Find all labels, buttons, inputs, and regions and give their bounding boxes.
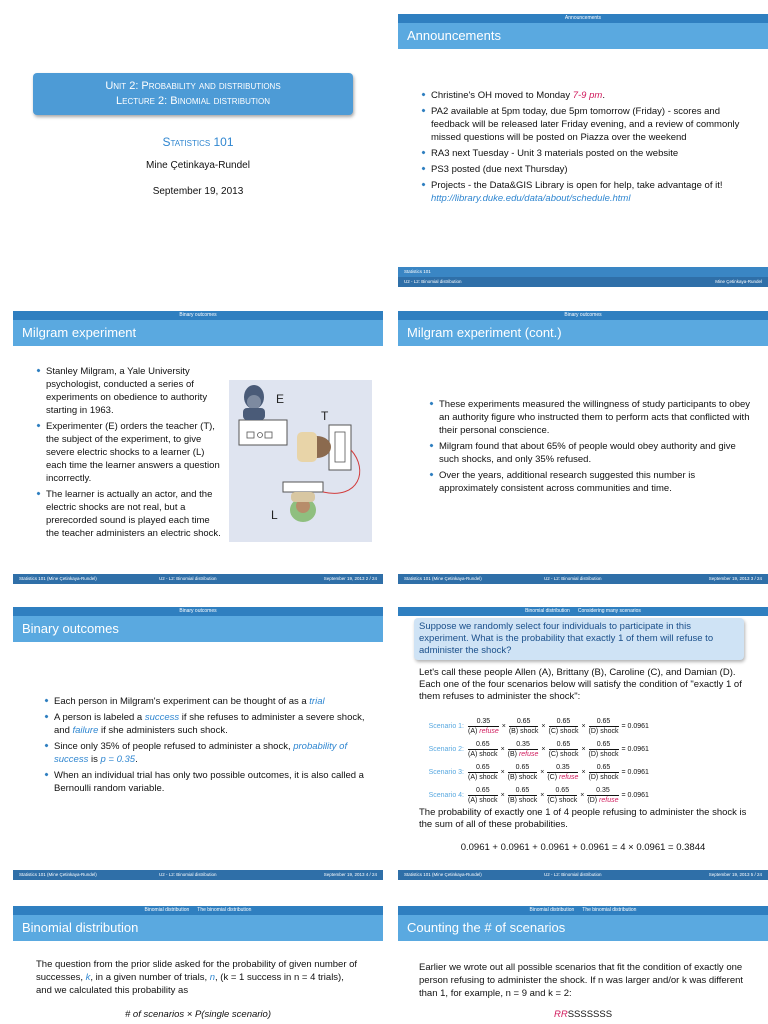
- scenario-conclusion: The probability of exactly one 1 of 4 people refusing to administer the shock is the sum of all of these probabilities.: [419, 807, 747, 830]
- list-item: Christine's OH moved to Monday 7-9 pm.: [420, 89, 760, 102]
- scenario-row: Scenario 3: $\frac{0.65}{\text{(A) shock}}$ × $\frac{0.65}{\text{(B) shock}}$ × $\frac{0.35}{\text{(C) refuse}}$ × $\frac{0.65}{\text{(D) shock}}$ = 0.0961: [428, 764, 649, 781]
- milgram-cont-list: [428, 398, 754, 498]
- slide-binary-outcomes: [13, 598, 383, 880]
- nav-section: Binomial distribution: [525, 608, 570, 614]
- footer-mid: U2 - L2: Binomial distribution: [159, 576, 217, 581]
- slide-heading: Announcements: [398, 23, 768, 49]
- date: September 19, 2013: [152, 186, 244, 197]
- lecture-line: Lecture 2: Binomial distribution: [115, 95, 271, 107]
- list-item: Over the years, additional research suggested this number is approximately consistent across communities and time.: [428, 469, 754, 495]
- scenario-table: [398, 715, 768, 807]
- footer: [13, 574, 383, 584]
- label-l: L: [271, 508, 278, 522]
- list-item: Stanley Milgram, a Yale University psychologist, conducted a series of experiments on obedience to authority starting in 1963.: [35, 365, 225, 417]
- counting-text: Earlier we wrote out all possible scenarios that fit the condition of exactly one person refusing to administer the shock. If n was larger and/or k was different than 1, for example, n = 9 and k = 2:: [419, 962, 744, 999]
- slide-heading: Binary outcomes: [13, 616, 383, 642]
- course-name: Statistics 101: [162, 135, 234, 149]
- milgram-illustration: [229, 380, 372, 542]
- scenario-row: Scenario 2: $\frac{0.65}{\text{(A) shock}}$ × $\frac{0.35}{\text{(B) refuse}}$ × $\frac{0.65}{\text{(C) shock}}$ × $\frac{0.65}{\text{(D) shock}}$ = 0.0961: [428, 741, 649, 758]
- binary-list: [43, 695, 371, 798]
- title-box: [33, 73, 353, 115]
- sequence: RRSSSSSSS: [553, 1009, 613, 1020]
- nav-section: Binary outcomes: [179, 608, 217, 614]
- footer-left: Statistics 101 (Mine Çetinkaya-Rundel): [19, 576, 97, 581]
- footer-course: Statistics 101: [398, 267, 768, 277]
- footer-author: Mine Çetinkaya-Rundel: [715, 279, 762, 284]
- nav-subsection: Considering many scenarios: [577, 608, 641, 614]
- scenario-sum: 0.0961 + 0.0961 + 0.0961 + 0.0961 = 4 × 0.0961 = 0.3844: [460, 842, 706, 853]
- footer: [13, 870, 383, 880]
- nav-subsection: The binomial distribution: [197, 907, 252, 913]
- slide-milgram-cont: [398, 302, 768, 584]
- nav-subsection: The binomial distribution: [582, 907, 637, 913]
- slide-title: [13, 9, 383, 291]
- list-item: A person is labeled a success if she refuses to administer a severe shock, and failure if she administers such shock.: [43, 711, 371, 737]
- footer: [398, 870, 768, 880]
- unit-line: Unit 2: Probability and distributions: [105, 80, 281, 92]
- library-link[interactable]: http://library.duke.edu/data/about/schedule.html: [431, 193, 631, 204]
- scenario-row: Scenario 4: $\frac{0.65}{\text{(A) shock}}$ × $\frac{0.65}{\text{(B) shock}}$ × $\frac{0.65}{\text{(C) shock}}$ × $\frac{0.35}{\text{(D) refuse}}$ = 0.0961: [428, 787, 649, 804]
- list-item: Projects - the Data&GIS Library is open for help, take advantage of it! http://library.duke.edu/data/about/schedule.html: [420, 179, 760, 205]
- list-item: Experimenter (E) orders the teacher (T), the subject of the experiment, to give severe electric shocks to a learner (L) each time the learner answers a question incorrectly.: [35, 420, 225, 485]
- list-item: RA3 next Tuesday - Unit 3 materials posted on the website: [420, 147, 760, 160]
- slide-scenarios: [398, 598, 768, 880]
- milgram-list: [35, 365, 225, 543]
- footer-right: September 19, 2013 5 / 24: [708, 872, 762, 877]
- footer-left: Statistics 101 (Mine Çetinkaya-Rundel): [404, 872, 482, 877]
- footer-mid: U2 - L2: Binomial distribution: [544, 576, 602, 581]
- footer-mid: U2 - L2: Binomial distribution: [544, 872, 602, 877]
- footer: [398, 267, 768, 287]
- nav-bar: [13, 607, 383, 616]
- slide-heading: Milgram experiment: [13, 320, 383, 346]
- footer-right: September 19, 2013 4 / 24: [323, 872, 377, 877]
- slide-heading: Binomial distribution: [13, 915, 383, 941]
- binomial-text: The question from the prior slide asked for the probability of given number of successes, k, in a given number of trials, n, (k = 1 success in n = 4 trials), and we calculated this probability as: [36, 959, 358, 996]
- list-item: These experiments measured the willingness of study participants to obey an authority figure who instructed them to perform acts that conflicted with their personal conscience.: [428, 398, 754, 437]
- footer-right: September 19, 2013 2 / 24: [323, 576, 377, 581]
- scenario-intro: Let's call these people Allen (A), Brittany (B), Caroline (C), and Damian (D). Each one of the four scenarios below will satisfy the condition of "exactly 1 of them refuses to administer the shock":: [419, 667, 742, 702]
- list-item: The learner is actually an actor, and the electric shocks are not real, but a prerecorded sound is played each time the teacher administers an electric shock.: [35, 488, 225, 540]
- footer-left: Statistics 101 (Mine Çetinkaya-Rundel): [19, 872, 97, 877]
- list-item: Each person in Milgram's experiment can be thought of as a trial: [43, 695, 371, 708]
- slide-milgram: [13, 302, 383, 584]
- footer-lecture: U2 - L2: Binomial distribution: [404, 279, 462, 284]
- nav-bar: [398, 311, 768, 320]
- list-item: PA2 available at 5pm today, due 5pm tomorrow (Friday) - scores and feedback will be released later Friday evening, and a review of commonly missed questions will be posted on Piazza over the weekend: [420, 105, 760, 144]
- nav-section: Announcements: [564, 15, 602, 21]
- scenario-row: Scenario 1: $\frac{0.35}{\text{(A) refuse}}$ × $\frac{0.65}{\text{(B) shock}}$ × $\frac{0.65}{\text{(C) shock}}$ × $\frac{0.65}{\text{(D) shock}}$ = 0.0961: [428, 718, 649, 735]
- question-box: Suppose we randomly select four individuals to participate in this experiment. What is the probability that exactly 1 of them will refuse to administer the shock?: [414, 618, 744, 660]
- slide-binomial: [13, 897, 383, 1024]
- announcement-list: [420, 89, 760, 208]
- footer-mid: U2 - L2: Binomial distribution: [159, 872, 217, 877]
- slide-heading: Milgram experiment (cont.): [398, 320, 768, 346]
- nav-section: Binary outcomes: [179, 312, 217, 318]
- nav-section: Binary outcomes: [564, 312, 602, 318]
- nav-bar: [13, 906, 383, 915]
- label-t: T: [321, 409, 329, 423]
- label-e: E: [276, 392, 285, 406]
- author-name: Mine Çetinkaya-Rundel: [146, 160, 250, 171]
- slide-counting: [398, 897, 768, 1024]
- list-item: Since only 35% of people refused to administer a shock, probability of success is p = 0.35.: [43, 740, 371, 766]
- slide-announcements: [398, 5, 768, 287]
- nav-bar: [398, 906, 768, 915]
- list-item: PS3 posted (due next Thursday): [420, 163, 760, 176]
- binomial-formula: # of scenarios × P(single scenario): [124, 1009, 271, 1020]
- nav-bar: [13, 311, 383, 320]
- footer: [398, 574, 768, 584]
- footer-right: September 19, 2013 3 / 24: [708, 576, 762, 581]
- nav-section: Binomial distribution: [144, 907, 190, 913]
- list-item: Milgram found that about 65% of people would obey authority and give such shocks, and only 35% refused.: [428, 440, 754, 466]
- footer-left: Statistics 101 (Mine Çetinkaya-Rundel): [404, 576, 482, 581]
- nav-bar: [398, 607, 768, 616]
- nav-section: Binomial distribution: [529, 907, 575, 913]
- list-item: When an individual trial has only two possible outcomes, it is also called a Bernoulli random variable.: [43, 769, 371, 795]
- slide-heading: Counting the # of scenarios: [398, 915, 768, 941]
- nav-bar: [398, 14, 768, 23]
